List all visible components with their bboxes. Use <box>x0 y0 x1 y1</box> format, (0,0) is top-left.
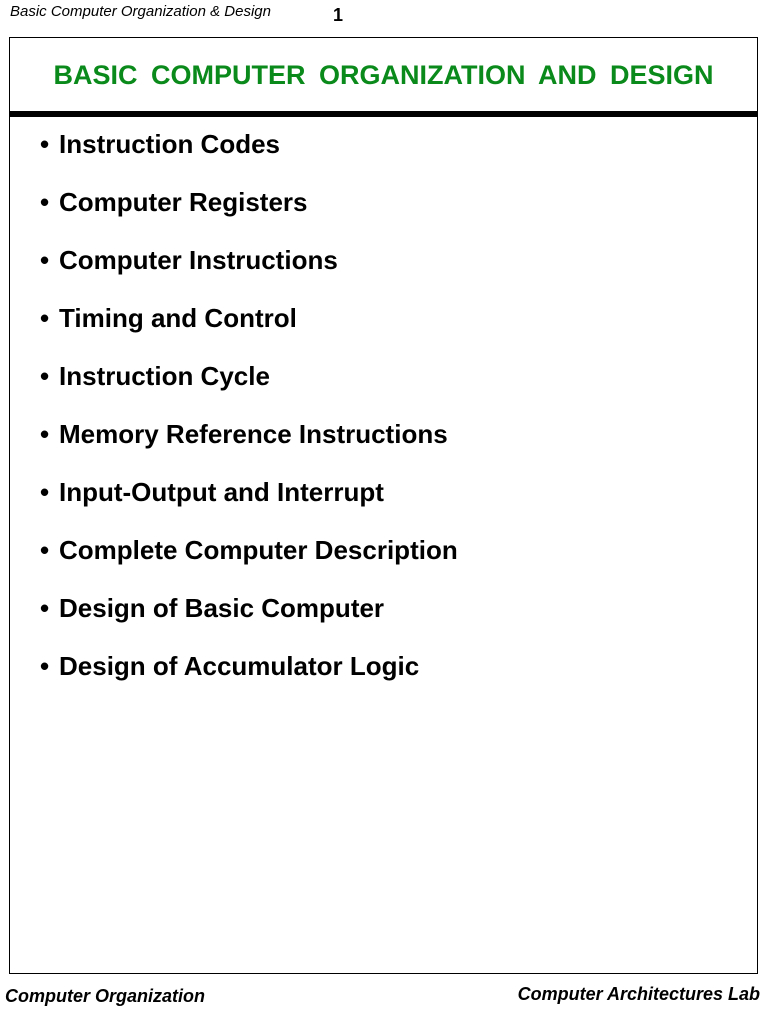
running-header-title: Basic Computer Organization & Design <box>10 3 271 20</box>
bullet-icon: • <box>40 129 50 159</box>
topic-label: Timing and Control <box>59 303 297 333</box>
topic-label: Memory Reference Instructions <box>59 419 448 449</box>
bullet-icon: • <box>40 477 50 507</box>
topic-label: Complete Computer Description <box>59 535 458 565</box>
topic-item <box>40 124 458 182</box>
topic-list <box>40 124 458 704</box>
footer-course-name: Computer Organization <box>5 986 206 1006</box>
topic-label: Design of Accumulator Logic <box>59 651 420 681</box>
topic-item <box>40 356 458 414</box>
bullet-icon: • <box>40 535 50 565</box>
page-number: 1 <box>333 5 344 25</box>
bullet-icon: • <box>40 651 50 681</box>
topic-label: Instruction Codes <box>59 129 281 159</box>
topic-label: Computer Registers <box>59 187 308 217</box>
slide-title: BASIC COMPUTER ORGANIZATION AND DESIGN <box>53 60 714 90</box>
topic-item <box>40 646 458 704</box>
bullet-icon: • <box>40 303 50 333</box>
topic-label: Input-Output and Interrupt <box>59 477 384 507</box>
topic-item <box>40 530 458 588</box>
topic-item <box>40 240 458 298</box>
title-divider <box>10 111 757 117</box>
topic-label: Computer Instructions <box>59 245 338 275</box>
bullet-icon: • <box>40 245 50 275</box>
bullet-icon: • <box>40 593 50 623</box>
topic-item <box>40 472 458 530</box>
bullet-icon: • <box>40 361 50 391</box>
bullet-icon: • <box>40 419 50 449</box>
slide-frame <box>9 37 758 974</box>
topic-label: Instruction Cycle <box>59 361 270 391</box>
topic-item <box>40 182 458 240</box>
bullet-icon: • <box>40 187 50 217</box>
footer-lab-name: Computer Architectures Lab <box>517 984 760 1004</box>
topic-item <box>40 414 458 472</box>
topic-item <box>40 588 458 646</box>
topic-label: Design of Basic Computer <box>59 593 385 623</box>
topic-item <box>40 298 458 356</box>
